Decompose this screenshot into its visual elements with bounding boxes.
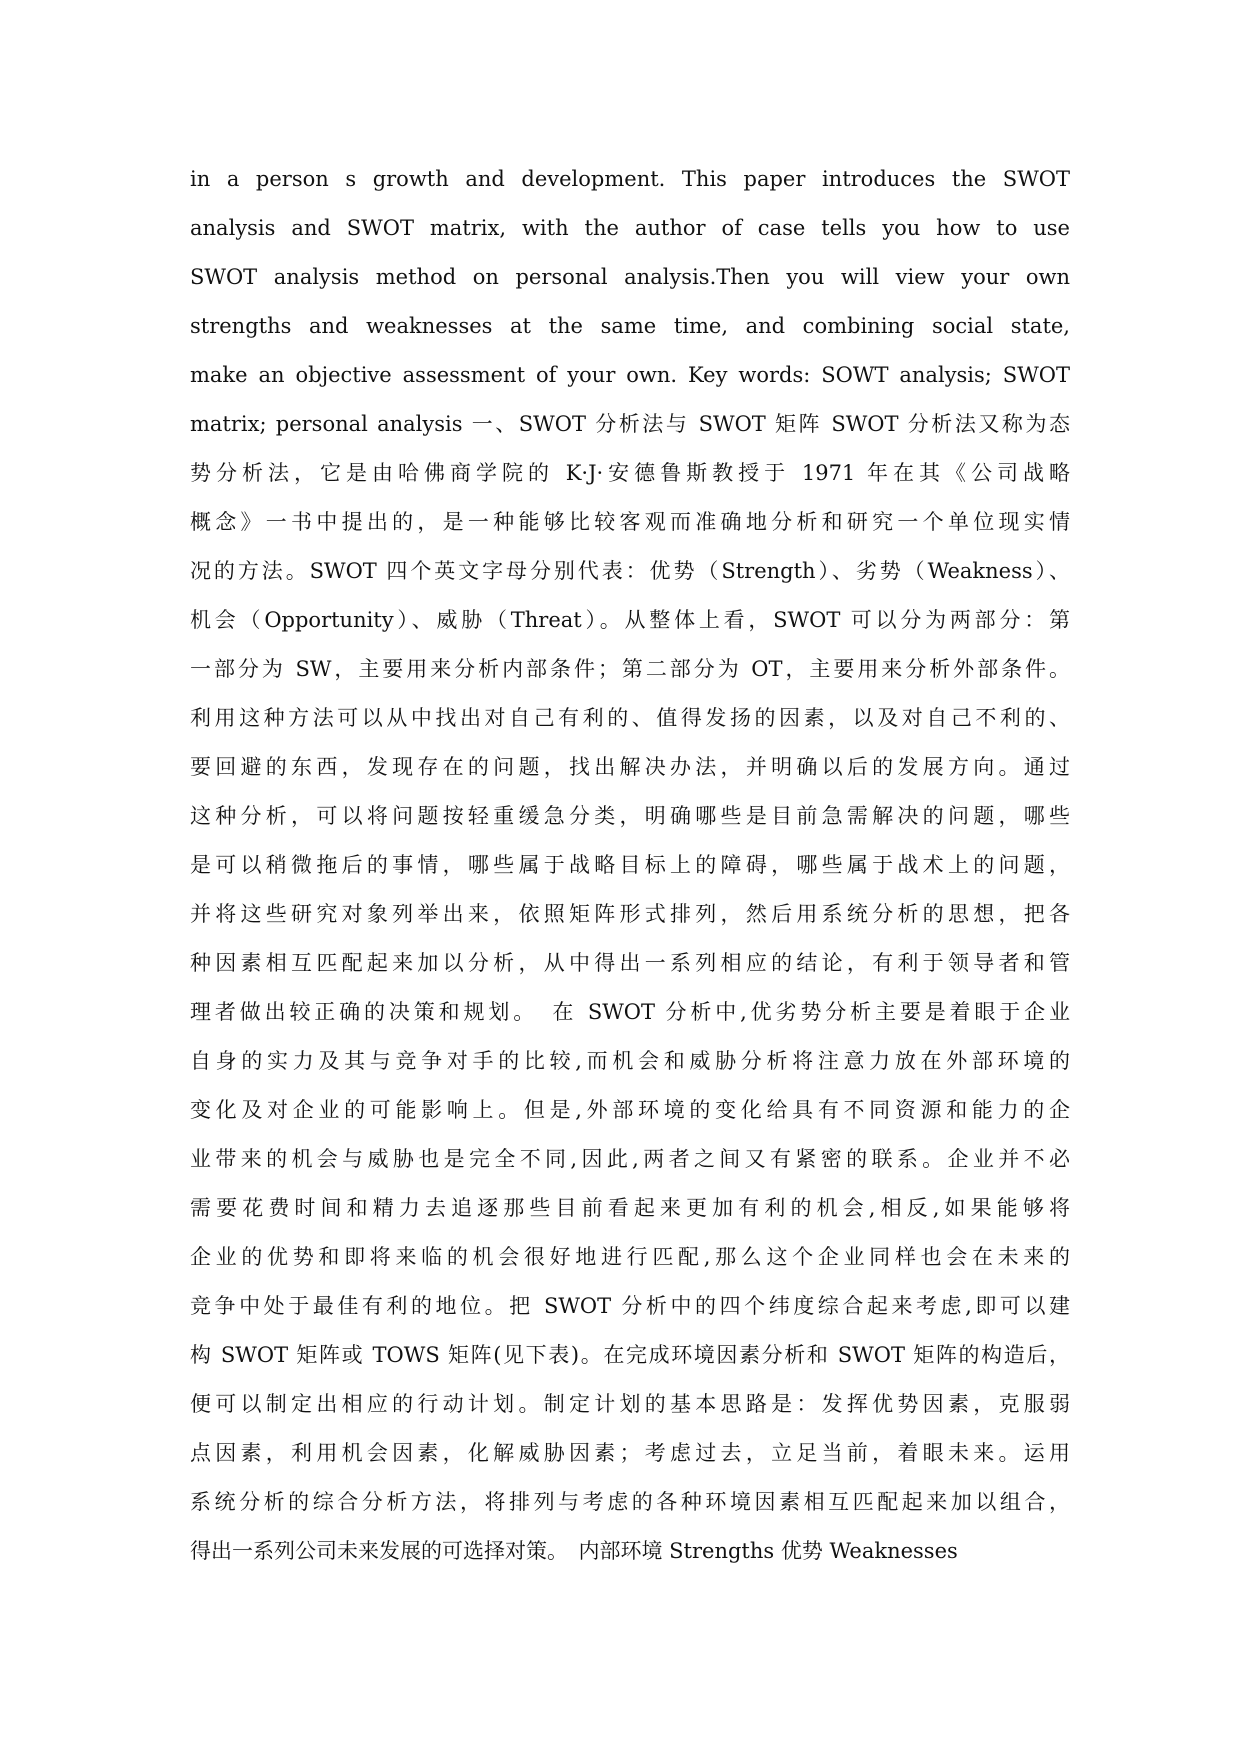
text-line: 变化及对企业的可能影响上。但是,外部环境的变化给具有不同资源和能力的企	[190, 1098, 1070, 1122]
text-line: SWOT analysis method on personal analysis.Then you will view your own	[190, 265, 1070, 289]
text-line: 点因素，利用机会因素，化解威胁因素；考虑过去，立足当前，着眼未来。运用	[190, 1441, 1070, 1465]
text-line: 势分析法，它是由哈佛商学院的 K·J·安德鲁斯教授于 1971 年在其《公司战略	[190, 461, 1070, 485]
text-line: 机会（Opportunity）、威胁（Threat）。从整体上看，SWOT 可以分为两部分：第	[190, 608, 1070, 632]
text-line: 理者做出较正确的决策和规划。 在 SWOT 分析中,优劣势分析主要是着眼于企业	[190, 1000, 1070, 1024]
text-line: 并将这些研究对象列举出来，依照矩阵形式排列，然后用系统分析的思想，把各	[190, 902, 1070, 926]
text-line: 这种分析，可以将问题按轻重缓急分类，明确哪些是目前急需解决的问题，哪些	[190, 804, 1070, 828]
text-line: strengths and weaknesses at the same time, and combining social state,	[190, 314, 1070, 338]
text-line: 要回避的东西，发现存在的问题，找出解决办法，并明确以后的发展方向。通过	[190, 755, 1070, 779]
text-line: 是可以稍微拖后的事情，哪些属于战略目标上的障碍，哪些属于战术上的问题，	[190, 853, 1070, 877]
text-line: make an objective assessment of your own. Key words: SOWT analysis; SWOT	[190, 363, 1070, 387]
text-line: 得出一系列公司未来发展的可选择对策。 内部环境 Strengths 优势 Weaknesses	[190, 1539, 958, 1563]
text-line: 自身的实力及其与竞争对手的比较,而机会和威胁分析将注意力放在外部环境的	[190, 1049, 1070, 1073]
text-line: 便可以制定出相应的行动计划。制定计划的基本思路是：发挥优势因素，克服弱	[190, 1392, 1070, 1416]
text-line: 系统分析的综合分析方法，将排列与考虑的各种环境因素相互匹配起来加以组合，	[190, 1490, 1070, 1514]
text-line: 利用这种方法可以从中找出对自己有利的、值得发扬的因素，以及对自己不利的、	[190, 706, 1070, 730]
text-line: in a person s growth and development. This paper introduces the SWOT	[190, 167, 1070, 191]
text-line: 业带来的机会与威胁也是完全不同,因此,两者之间又有紧密的联系。企业并不必	[190, 1147, 1070, 1171]
text-line: 一部分为 SW，主要用来分析内部条件；第二部分为 OT，主要用来分析外部条件。	[190, 657, 1070, 681]
text-line: matrix; personal analysis 一、SWOT 分析法与 SWOT 矩阵 SWOT 分析法又称为态	[190, 412, 1070, 436]
text-line: 需要花费时间和精力去追逐那些目前看起来更加有利的机会,相反,如果能够将	[190, 1196, 1070, 1220]
text-line: analysis and SWOT matrix, with the author of case tells you how to use	[190, 216, 1070, 240]
text-line: 构 SWOT 矩阵或 TOWS 矩阵(见下表)。在完成环境因素分析和 SWOT 矩阵的构造后，	[190, 1343, 1070, 1367]
text-line: 况的方法。SWOT 四个英文字母分别代表：优势（Strength）、劣势（Weakness）、	[190, 559, 1070, 583]
text-line: 概念》一书中提出的，是一种能够比较客观而准确地分析和研究一个单位现实情	[190, 510, 1070, 534]
body-text	[190, 155, 1070, 1576]
text-line: 竞争中处于最佳有利的地位。把 SWOT 分析中的四个纬度综合起来考虑,即可以建	[190, 1294, 1070, 1318]
text-line: 企业的优势和即将来临的机会很好地进行匹配,那么这个企业同样也会在未来的	[190, 1245, 1070, 1269]
text-line: 种因素相互匹配起来加以分析，从中得出一系列相应的结论，有利于领导者和管	[190, 951, 1070, 975]
